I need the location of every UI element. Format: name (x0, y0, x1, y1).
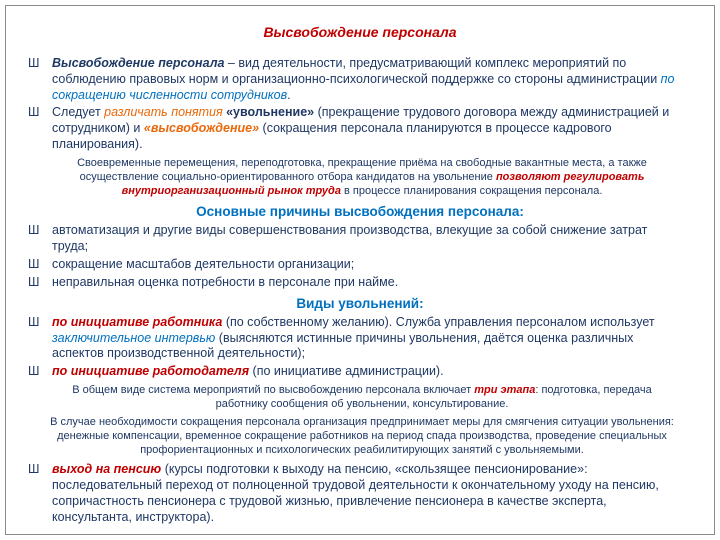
paragraph-mitigation-measures: В случае необходимости сокращения персонала организация предпринимает меры для смягчения ситуации увольнения: денежные компенсации, временное сокращение работников на период спада производства, проведение специальных профориентационных и психологических реабилитирующих занятий с увольняемыми. (50, 416, 674, 457)
bullet-item-reason-2 (20, 257, 700, 273)
bullet-item-employer-initiative (20, 364, 700, 380)
bullet-marker: Ш (28, 256, 40, 271)
bullet-marker: Ш (28, 462, 40, 477)
paragraph-internal-market (46, 157, 678, 199)
reason-text: неправильная оценка потребности в персонале при найме. (52, 274, 399, 289)
text-run: по инициативе работника (52, 314, 223, 329)
text-run: (выясняются истинные причины увольнения, даётся оценка различных аспектов производственной деятельности); (52, 330, 634, 361)
paragraph-retirement (52, 462, 700, 526)
bullet-item-reason-1 (20, 223, 700, 255)
text-run: по сокращению численности сотрудников (52, 71, 675, 102)
bullet-item-terms (20, 105, 700, 153)
text-run: в процессе планирования сокращения персонала. (340, 184, 603, 197)
text-run: Следует (52, 105, 105, 120)
text-run: (курсы подготовки к выходу на пенсию, «скользящее пенсионирование»: последовательный переход от полноценной трудовой деятельности к окончательному уходу на пенсию, сопричастность пенсионера с трудовой жизнью, привлечение пенсионера в качестве эксперта, консультанта, инструктора). (52, 462, 659, 524)
text-run: – вид деятельности, предусматривающий комплекс мероприятий по соблюдению правовых норм и организационно-психологической поддержке со стороны администрации (52, 55, 661, 86)
bullet-marker: Ш (28, 223, 40, 238)
text-run: (сокращения персонала планируются в процессе кадрового планирования). (52, 121, 612, 152)
reason-text: автоматизация и другие виды совершенствования производства, влекущие за собой снижение затрат труда; (52, 223, 648, 253)
text-run: Высвобождение персонала (52, 55, 225, 70)
bullet-marker: Ш (28, 364, 40, 379)
text-run: по инициативе работодателя (52, 364, 250, 379)
bullet-item-reason-3 (20, 275, 700, 291)
bullet-item-definition (20, 56, 700, 104)
text-run: В общем виде система мероприятий по высвобождению персонала включает (72, 384, 475, 397)
text-run: (прекращение трудового договора между администрацией и сотрудником) и (52, 105, 670, 136)
text-run: «высвобождение» (143, 121, 260, 136)
text-run: заключительное интервью (52, 330, 216, 345)
text-run: выход на пенсию (52, 462, 162, 477)
text-run: (по инициативе администрации). (249, 364, 444, 379)
bullet-item-employee-initiative (20, 315, 700, 363)
paragraph-three-stages (46, 384, 678, 412)
reason-text: сокращение масштабов деятельности организации; (52, 256, 355, 271)
paragraph-terms (52, 105, 700, 153)
bullet-marker: Ш (28, 274, 40, 289)
paragraph-employee-initiative (52, 315, 700, 363)
slide (5, 5, 715, 535)
bullet-item-retirement (20, 462, 700, 526)
text-run: . (287, 87, 291, 102)
text-run: три этапа (474, 384, 536, 397)
text-run: (по собственному желанию). Служба управления персоналом использует (222, 314, 655, 329)
heading-dismissal-types: Виды увольнений: (296, 295, 424, 311)
text-run: различать понятия (104, 105, 223, 120)
paragraph-definition (52, 56, 700, 104)
text-run: позволяют регулировать внутриорганизационный рынок труда (121, 170, 645, 197)
text-run: Своевременные перемещения, переподготовка, прекращение приёма на свободные вакантные места, а также осуществление социально-ориентированного отбора кандидатов на увольнение (77, 157, 647, 183)
text-run: «увольнение» (222, 105, 315, 120)
bullet-marker: Ш (28, 314, 40, 329)
text-run: : подготовка, передача работнику сообщения об увольнении, консультирование. (215, 384, 652, 411)
heading-main-reasons: Основные причины высвобождения персонала: (196, 203, 524, 219)
slide-title: Высвобождение персонала (263, 24, 457, 40)
paragraph-employer-initiative (52, 364, 700, 380)
bullet-marker: Ш (28, 55, 40, 70)
bullet-marker: Ш (28, 105, 40, 120)
